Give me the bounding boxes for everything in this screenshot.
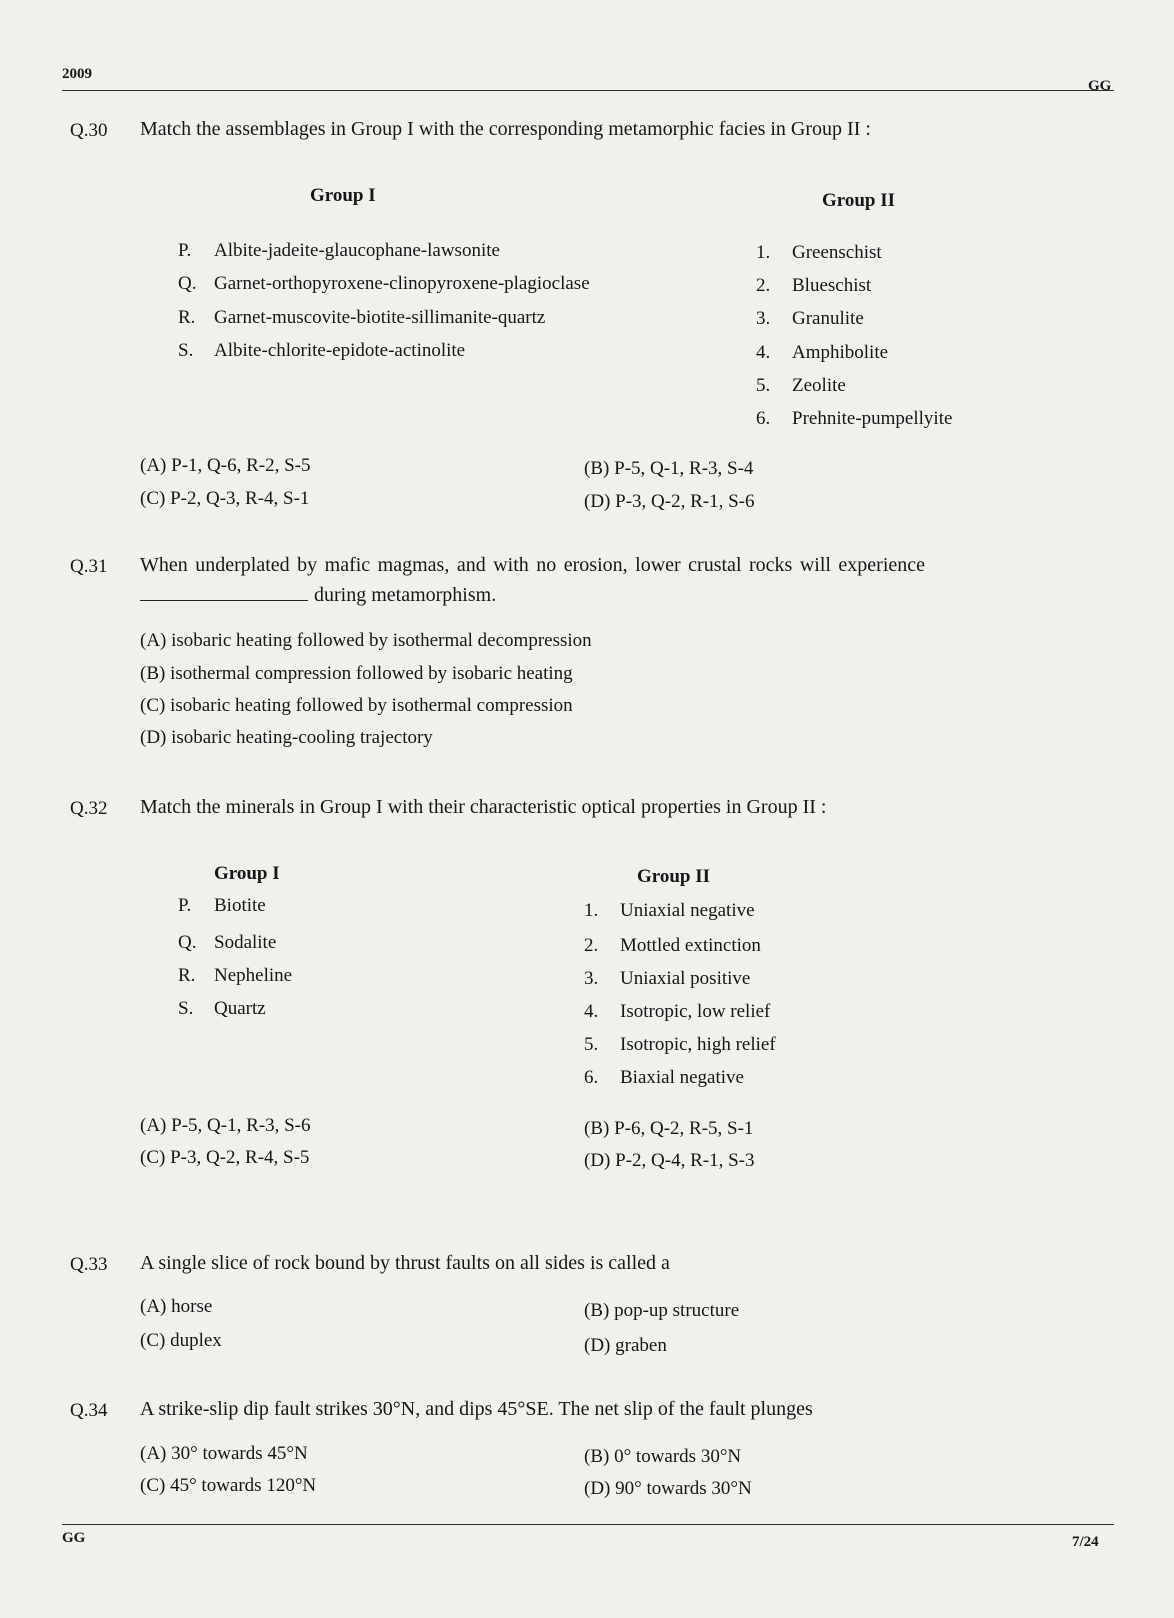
group-2-item: 6. Biaxial negative	[584, 1067, 744, 1088]
footer-code: GG	[62, 1530, 86, 1546]
group-1-item: Q. Sodalite	[178, 932, 277, 953]
option-b[interactable]: (B) isothermal compression followed by isobaric heating	[140, 663, 573, 684]
group-1-title: Group I	[310, 185, 376, 206]
option-c[interactable]: (C) isobaric heating followed by isothermal compression	[140, 695, 573, 716]
option-b[interactable]: (B) pop-up structure	[584, 1300, 740, 1321]
option-b[interactable]: (B) P-6, Q-2, R-5, S-1	[584, 1118, 754, 1139]
question-number: Q.30	[70, 120, 108, 141]
option-d[interactable]: (D) isobaric heating-cooling trajectory	[140, 727, 433, 748]
question-number: Q.33	[70, 1254, 108, 1275]
question-text: A strike-slip dip fault strikes 30°N, and dips 45°SE. The net slip of the fault plunges	[140, 1398, 813, 1420]
option-d[interactable]: (D) P-3, Q-2, R-1, S-6	[584, 491, 755, 512]
option-b[interactable]: (B) P-5, Q-1, R-3, S-4	[584, 458, 754, 479]
group-1-title: Group I	[214, 863, 280, 884]
group-2-item: 4. Amphibolite	[756, 342, 889, 363]
group-2-title: Group II	[637, 866, 711, 887]
question-number: Q.32	[70, 798, 108, 819]
group-1-item: S. Quartz	[178, 998, 266, 1019]
group-2-item: 1. Greenschist	[756, 242, 882, 263]
group-1-item: R. Garnet-muscovite-biotite-sillimanite-quartz	[178, 307, 546, 328]
option-a[interactable]: (A) isobaric heating followed by isothermal decompression	[140, 630, 592, 651]
option-c[interactable]: (C) 45° towards 120°N	[140, 1475, 317, 1496]
question-text: When underplated by mafic magmas, and with no erosion, lower crustal rocks will experience	[140, 554, 926, 576]
group-2-item: 2. Mottled extinction	[584, 935, 761, 956]
answer-blank	[140, 584, 308, 601]
option-a[interactable]: (A) horse	[140, 1296, 213, 1317]
group-1-item: P. Biotite	[178, 895, 266, 916]
option-d[interactable]: (D) 90° towards 30°N	[584, 1478, 752, 1499]
question-text-line-2: during metamorphism.	[140, 584, 496, 607]
option-d[interactable]: (D) P-2, Q-4, R-1, S-3	[584, 1150, 755, 1171]
header-code: GG	[1088, 78, 1112, 94]
question-text: Match the assemblages in Group I with the corresponding metamorphic facies in Group II :	[140, 118, 871, 140]
group-2-item: 5. Isotropic, high relief	[584, 1034, 776, 1055]
group-2-title: Group II	[822, 190, 896, 211]
group-2-item: 6. Prehnite-pumpellyite	[756, 408, 953, 429]
group-2-item: 2. Blueschist	[756, 275, 872, 296]
option-a[interactable]: (A) 30° towards 45°N	[140, 1443, 308, 1464]
page-number: 7/24	[1072, 1534, 1099, 1550]
option-b[interactable]: (B) 0° towards 30°N	[584, 1446, 742, 1467]
header-rule	[62, 90, 1114, 91]
group-2-item: 3. Uniaxial positive	[584, 968, 751, 989]
group-1-item: S. Albite-chlorite-epidote-actinolite	[178, 340, 466, 361]
option-a[interactable]: (A) P-1, Q-6, R-2, S-5	[140, 455, 311, 476]
question-text: A single slice of rock bound by thrust faults on all sides is called a	[140, 1252, 670, 1274]
header-year: 2009	[62, 66, 92, 82]
group-1-item: P. Albite-jadeite-glaucophane-lawsonite	[178, 240, 500, 261]
group-2-item: 3. Granulite	[756, 308, 864, 329]
option-c[interactable]: (C) P-2, Q-3, R-4, S-1	[140, 488, 310, 509]
question-text: Match the minerals in Group I with their characteristic optical properties in Group II :	[140, 796, 827, 818]
question-number: Q.34	[70, 1400, 108, 1421]
option-c[interactable]: (C) P-3, Q-2, R-4, S-5	[140, 1147, 310, 1168]
question-number: Q.31	[70, 556, 108, 577]
option-a[interactable]: (A) P-5, Q-1, R-3, S-6	[140, 1115, 311, 1136]
option-c[interactable]: (C) duplex	[140, 1330, 222, 1351]
group-1-item: Q. Garnet-orthopyroxene-clinopyroxene-plagioclase	[178, 273, 590, 294]
group-2-item: 5. Zeolite	[756, 375, 846, 396]
group-2-item: 1. Uniaxial negative	[584, 900, 755, 921]
group-1-item: R. Nepheline	[178, 965, 293, 986]
group-2-item: 4. Isotropic, low relief	[584, 1001, 771, 1022]
footer-rule	[62, 1524, 1114, 1525]
option-d[interactable]: (D) graben	[584, 1335, 667, 1356]
